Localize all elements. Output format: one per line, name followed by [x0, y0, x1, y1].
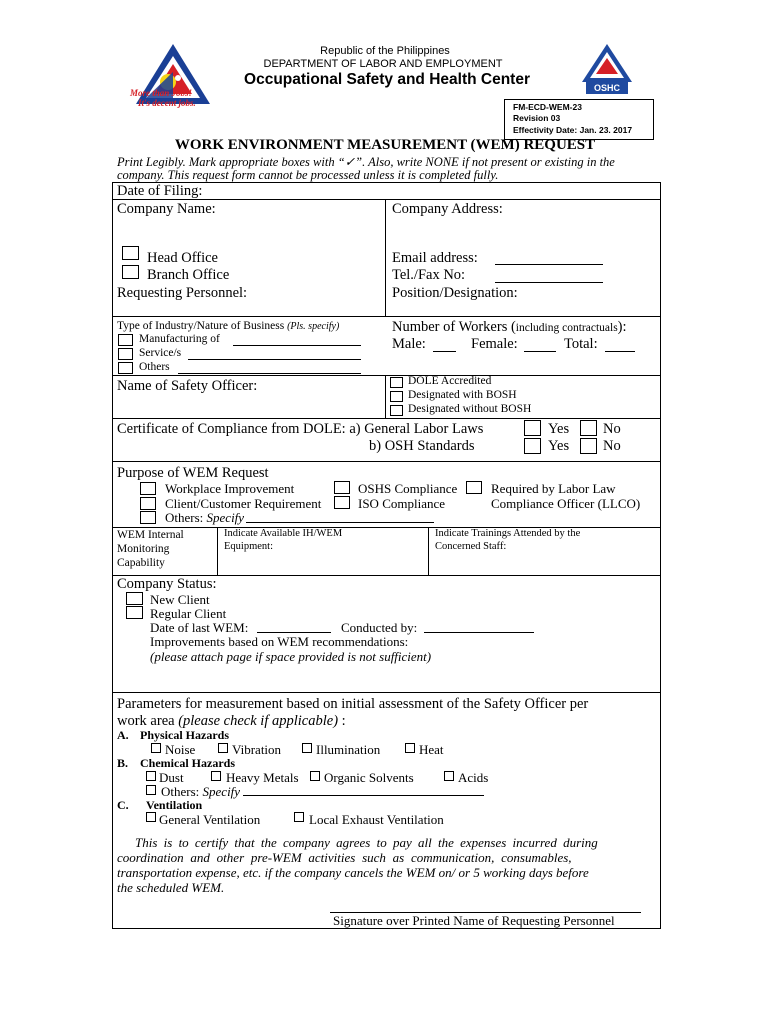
female-label: Female:	[471, 336, 518, 352]
others-industry-line[interactable]	[178, 373, 361, 374]
equipment-label-2: Equipment:	[224, 541, 273, 552]
workplace-improvement-checkbox[interactable]	[140, 482, 156, 495]
dust-label: Dust	[159, 770, 184, 785]
head-office-checkbox[interactable]	[122, 246, 139, 260]
trainings-label-2: Concerned Staff:	[435, 541, 507, 552]
heavy-metals-checkbox[interactable]	[211, 771, 221, 781]
wem-internal-3: Capability	[117, 557, 165, 569]
date-of-filing-label: Date of Filing:	[117, 183, 203, 199]
purpose-others-checkbox[interactable]	[140, 511, 156, 524]
others-industry-checkbox[interactable]	[118, 362, 133, 374]
certification-line1: This is to certify that the company agrees to pay all the expenses incurred during	[135, 835, 598, 850]
chemical-others-checkbox[interactable]	[146, 785, 156, 795]
osh-no-checkbox[interactable]	[580, 438, 597, 454]
gll-no-checkbox[interactable]	[580, 420, 597, 436]
designated-bosh-checkbox[interactable]	[390, 391, 403, 402]
trainings-label-1: Indicate Trainings Attended by the	[435, 528, 581, 539]
form-revision: Revision 03	[513, 113, 561, 123]
dole-accredited-checkbox[interactable]	[390, 377, 403, 388]
llco-label-1: Required by Labor Law	[491, 481, 616, 496]
gll-no-label: No	[603, 421, 621, 437]
parameters-title-2: work area (please check if applicable) :	[117, 713, 346, 729]
llco-label-2: Compliance Officer (LLCO)	[491, 496, 641, 511]
certification-line3: transportation expense, etc. if the company cancels the WEM on/ or 5 working days before	[117, 865, 589, 880]
position-label: Position/Designation:	[392, 285, 518, 301]
safety-officer-label: Name of Safety Officer:	[117, 378, 258, 394]
workers-label: Number of Workers (including contractuals):	[392, 319, 627, 335]
form-title: WORK ENVIRONMENT MEASUREMENT (WEM) REQUEST	[174, 137, 596, 153]
conducted-by-label: Conducted by:	[341, 620, 418, 635]
section-c-title: Ventilation	[146, 798, 203, 812]
llco-checkbox[interactable]	[466, 481, 482, 494]
head-office-label: Head Office	[147, 250, 218, 266]
male-line[interactable]	[433, 351, 456, 352]
telfax-label: Tel./Fax No:	[392, 267, 466, 283]
purpose-title: Purpose of WEM Request	[117, 465, 269, 481]
new-client-checkbox[interactable]	[126, 592, 143, 605]
form-info-box	[504, 99, 654, 140]
workplace-improvement-label: Workplace Improvement	[165, 481, 295, 496]
section-a-title: Physical Hazards	[140, 728, 229, 742]
illumination-checkbox[interactable]	[302, 743, 312, 753]
date-last-wem-label: Date of last WEM:	[150, 620, 249, 635]
iso-compliance-label: ISO Compliance	[358, 496, 446, 511]
manufacturing-line[interactable]	[233, 345, 361, 346]
dole-accredited-label: DOLE Accredited	[408, 375, 492, 387]
heat-checkbox[interactable]	[405, 743, 415, 753]
local-exhaust-label: Local Exhaust Ventilation	[309, 812, 444, 827]
form-effectivity: Effectivity Date: Jan. 23. 2017	[513, 125, 633, 135]
male-label: Male:	[392, 336, 426, 352]
manufacturing-label: Manufacturing of	[139, 333, 220, 345]
section-b-label: B.	[117, 756, 129, 770]
iso-compliance-checkbox[interactable]	[334, 496, 350, 509]
chemical-others-label: Others: Specify	[161, 784, 241, 799]
services-label: Service/s	[139, 347, 182, 359]
instructions-line2: company. This request form cannot be processed unless it is completed fully.	[117, 168, 499, 182]
total-label: Total:	[564, 336, 598, 352]
noise-checkbox[interactable]	[151, 743, 161, 753]
client-requirement-label: Client/Customer Requirement	[165, 496, 322, 511]
manufacturing-checkbox[interactable]	[118, 334, 133, 346]
section-a-label: A.	[117, 728, 129, 742]
industry-label: Type of Industry/Nature of Business (Pls. specify)	[117, 320, 340, 332]
organic-solvents-label: Organic Solvents	[324, 770, 414, 785]
osh-yes-checkbox[interactable]	[524, 438, 541, 454]
oshs-compliance-label: OSHS Compliance	[358, 481, 458, 496]
services-checkbox[interactable]	[118, 348, 133, 360]
client-requirement-checkbox[interactable]	[140, 497, 156, 510]
regular-client-label: Regular Client	[150, 606, 227, 621]
company-status-title: Company Status:	[117, 576, 217, 592]
acids-checkbox[interactable]	[444, 771, 454, 781]
requesting-personnel-label: Requesting Personnel:	[117, 285, 248, 301]
designated-without-label: Designated without BOSH	[408, 403, 532, 415]
email-field-line[interactable]	[495, 264, 603, 265]
certification-line4: the scheduled WEM.	[117, 880, 225, 895]
oshs-compliance-checkbox[interactable]	[334, 481, 350, 494]
email-label: Email address:	[392, 250, 478, 266]
acids-label: Acids	[458, 770, 489, 785]
illumination-label: Illumination	[316, 742, 381, 757]
purpose-others-label: Others: Specify	[165, 510, 245, 525]
noise-label: Noise	[165, 742, 196, 757]
wem-internal-2: Monitoring	[117, 543, 170, 555]
branch-office-checkbox[interactable]	[122, 265, 139, 279]
vibration-checkbox[interactable]	[218, 743, 228, 753]
company-name-label: Company Name:	[117, 201, 216, 217]
general-ventilation-label: General Ventilation	[159, 812, 261, 827]
form-code: FM-ECD-WEM-23	[513, 102, 582, 112]
dole-tagline-2: It's decent jobs.	[138, 98, 196, 108]
branch-office-label: Branch Office	[147, 267, 230, 283]
gll-yes-label: Yes	[548, 421, 570, 437]
parameters-title-1: Parameters for measurement based on initial assessment of the Safety Officer per	[117, 696, 589, 712]
department-text: DEPARTMENT OF LABOR AND EMPLOYMENT	[263, 58, 503, 70]
general-ventilation-checkbox[interactable]	[146, 812, 156, 822]
company-address-label: Company Address:	[392, 201, 503, 217]
instructions-line1: Print Legibly. Mark appropriate boxes with “✓”. Also, write NONE if not present or existing in the	[117, 155, 615, 169]
designated-bosh-label: Designated with BOSH	[408, 389, 517, 401]
signature-label: Signature over Printed Name of Requesting Personnel	[333, 913, 615, 928]
organic-solvents-checkbox[interactable]	[310, 771, 320, 781]
local-exhaust-checkbox[interactable]	[294, 812, 304, 822]
purpose-others-line[interactable]	[246, 522, 434, 523]
heavy-metals-label: Heavy Metals	[226, 770, 299, 785]
female-line[interactable]	[524, 351, 556, 352]
conducted-by-line[interactable]	[424, 632, 534, 633]
osh-standards-label: b) OSH Standards	[369, 438, 475, 454]
services-line[interactable]	[188, 359, 361, 360]
oshc-logo-text: OSHC	[594, 83, 621, 93]
equipment-label-1: Indicate Available IH/WEM	[224, 528, 343, 539]
dole-tagline-1: More than Jobs!	[130, 88, 193, 98]
others-industry-label: Others	[139, 361, 170, 373]
certificate-label: Certificate of Compliance from DOLE: a) General Labor Laws	[117, 421, 484, 437]
improvements-label: Improvements based on WEM recommendations:	[150, 634, 409, 649]
heat-label: Heat	[419, 742, 444, 757]
telfax-field-line[interactable]	[495, 282, 603, 283]
vibration-label: Vibration	[232, 742, 282, 757]
gll-yes-checkbox[interactable]	[524, 420, 541, 436]
republic-text: Republic of the Philippines	[320, 45, 450, 57]
dust-checkbox[interactable]	[146, 771, 156, 781]
attach-note: (please attach page if space provided is not sufficient)	[150, 649, 432, 664]
wem-internal-1: WEM Internal	[117, 529, 184, 541]
center-title: Occupational Safety and Health Center	[244, 71, 530, 88]
chemical-others-line[interactable]	[243, 795, 484, 796]
section-c-label: C.	[117, 798, 129, 812]
total-line[interactable]	[605, 351, 635, 352]
section-b-title: Chemical Hazards	[140, 756, 235, 770]
new-client-label: New Client	[150, 592, 210, 607]
certification-line2: coordination and other pre-WEM activities such as communication, consumables,	[117, 850, 572, 865]
date-last-wem-line[interactable]	[257, 632, 331, 633]
osh-no-label: No	[603, 438, 621, 454]
regular-client-checkbox[interactable]	[126, 606, 143, 619]
designated-without-checkbox[interactable]	[390, 405, 403, 416]
osh-yes-label: Yes	[548, 438, 570, 454]
